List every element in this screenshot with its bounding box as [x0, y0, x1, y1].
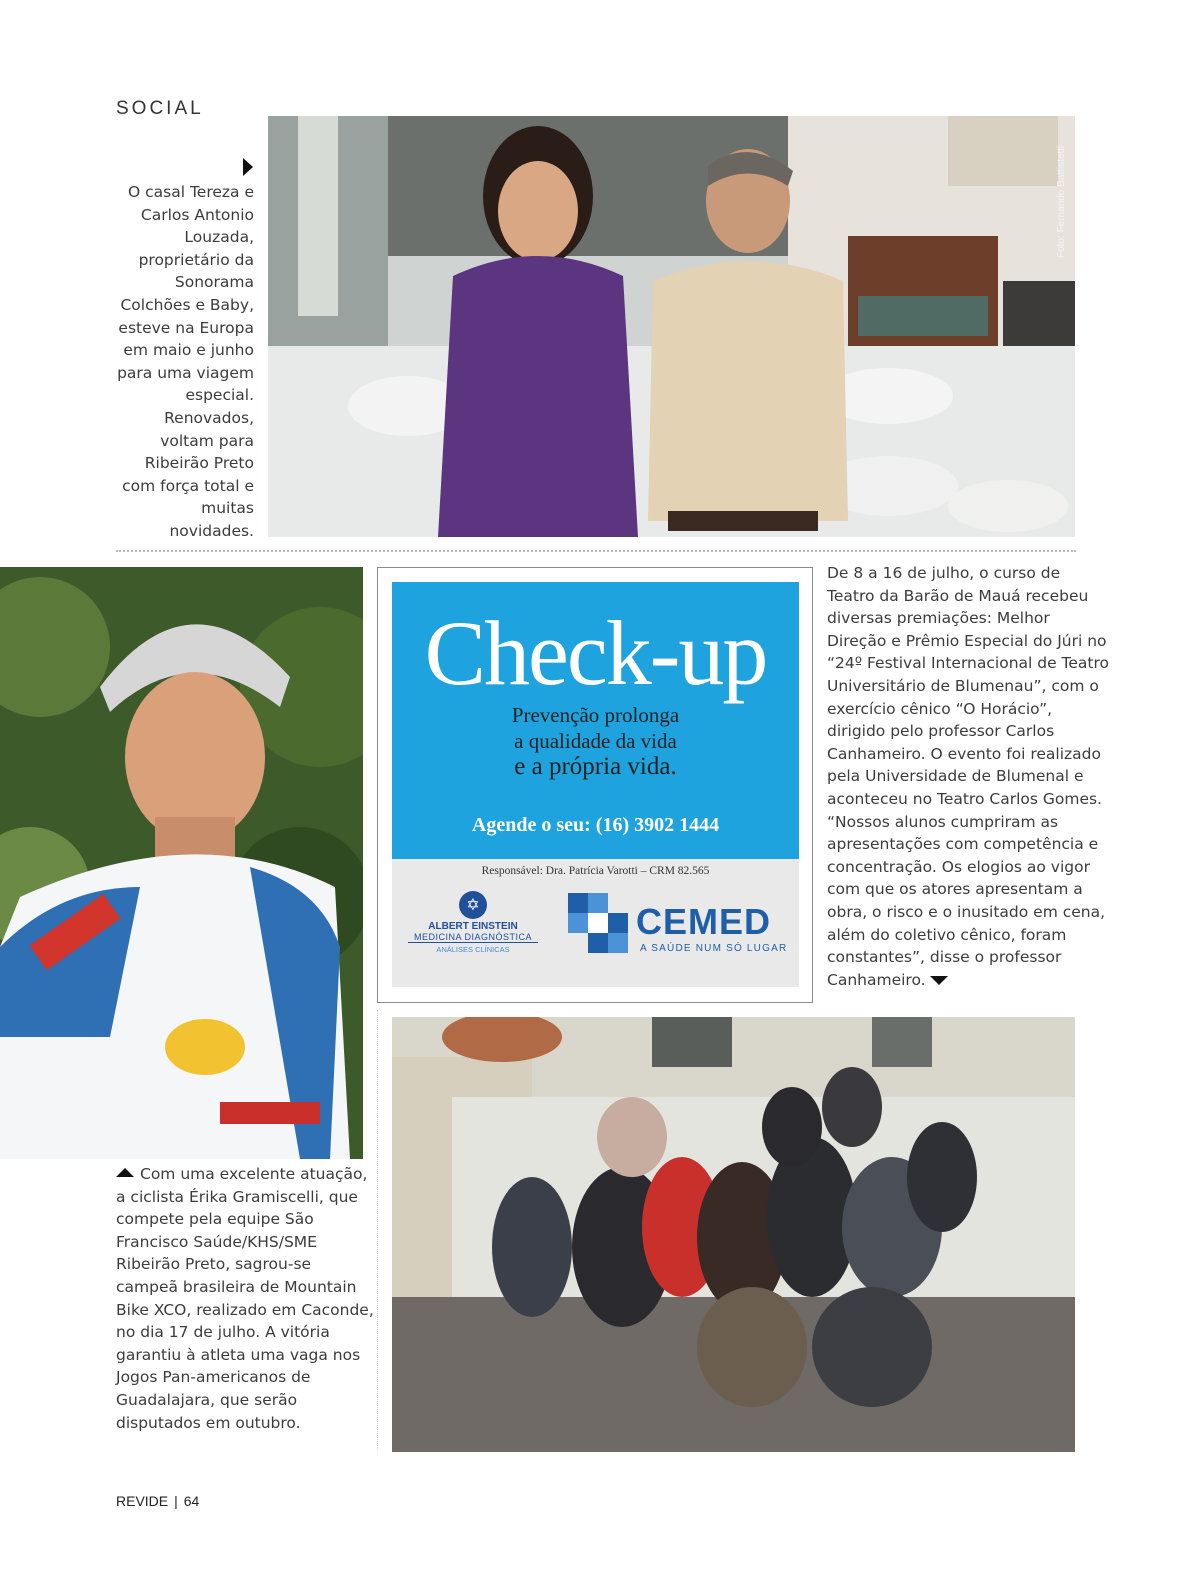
caption-theater-text: De 8 a 16 de julho, o curso de Teatro da Barão de Mauá recebeu diversas premiações: Melhor Direção e Prêmio Especial do Júri no “24º Festival Internacional de Teatro Universitário de Blumenau”, com o exercício cênico “O Horácio”, dirigido pelo professor Carlos Canhameiro. O evento foi realizado pela Universidade de Blumenal e aconteceu no Teatro Carlos Gomes. “Nossos alunos cumpriram as apresentações com competência e concentração. Os elogios ao vigor com que os atores apresentam a obra, o risco e o inusitado em cena, além do coletivo cênico, foram constantes”, disse o professor Canhameiro. [827, 564, 1110, 989]
ad-responsible: Responsável: Dra. Patrícia Varotti – CRM 82.565 [481, 865, 710, 877]
einstein-sub2: ANÁLISES CLÍNICAS [436, 945, 510, 954]
arrow-right-icon [243, 158, 253, 176]
page-number: 64 [183, 1493, 200, 1509]
section-label: SOCIAL [116, 98, 204, 119]
ad-slogan-line: a qualidade da vida [514, 729, 677, 753]
ad-phone: Agende o seu: (16) 3902 1444 [471, 814, 720, 836]
caption-cyclist-text: Com uma excelente atuação, a ciclista Érika Gramiscelli, que compete pela equipe São Francisco Saúde/KHS/SME Ribeirão Preto, sagrou-se campeã brasileira de Mountain Bike XCO, realizado em Caconde, no dia 17 de julho. A vitória garantiu à atleta uma vaga nos Jogos Pan-americanos de Guadalajara, que serão disputados em outubro. [116, 1165, 374, 1432]
cyclist-photo [0, 567, 363, 1159]
dotted-divider [116, 550, 1076, 552]
einstein-name: ALBERT EINSTEIN [428, 921, 518, 932]
cemed-name: CEMED [636, 901, 772, 942]
magazine-name: REVIDE [116, 1493, 169, 1509]
couple-photo [268, 116, 1075, 537]
cemed-logo-icon [568, 893, 628, 953]
ad-slogan [392, 702, 799, 780]
arrow-down-icon [930, 976, 948, 985]
page-footer [116, 1493, 199, 1509]
cemed-tagline: A SAÚDE NUM SÓ LUGAR [640, 943, 788, 954]
star-of-david-icon: ✡ [459, 891, 487, 919]
einstein-logo [408, 891, 538, 954]
caption-cyclist [116, 1163, 376, 1434]
theater-group-photo [392, 1017, 1075, 1452]
photo-credit: Foto: Fernando Battistetti [1056, 145, 1067, 258]
ad-slogan-line: Prevenção prolonga [511, 703, 680, 727]
footer-separator: | [174, 1493, 178, 1509]
vertical-dotted-divider [377, 1010, 378, 1450]
arrow-up-icon [116, 1168, 134, 1177]
ad-slogan-line: e a própria vida. [514, 753, 677, 780]
ad-title: Check-up [424, 602, 767, 704]
einstein-sub: MEDICINA DIAGNÓSTICA [408, 932, 538, 943]
caption-theater [827, 562, 1112, 991]
caption-couple: O casal Tereza e Carlos Antonio Louzada, proprietário da Sonorama Colchões e Baby, esteve na Europa em maio e junho para uma viagem especial. Renovados, voltam para Ribeirão Preto com força total e muitas novidades. [117, 183, 254, 540]
